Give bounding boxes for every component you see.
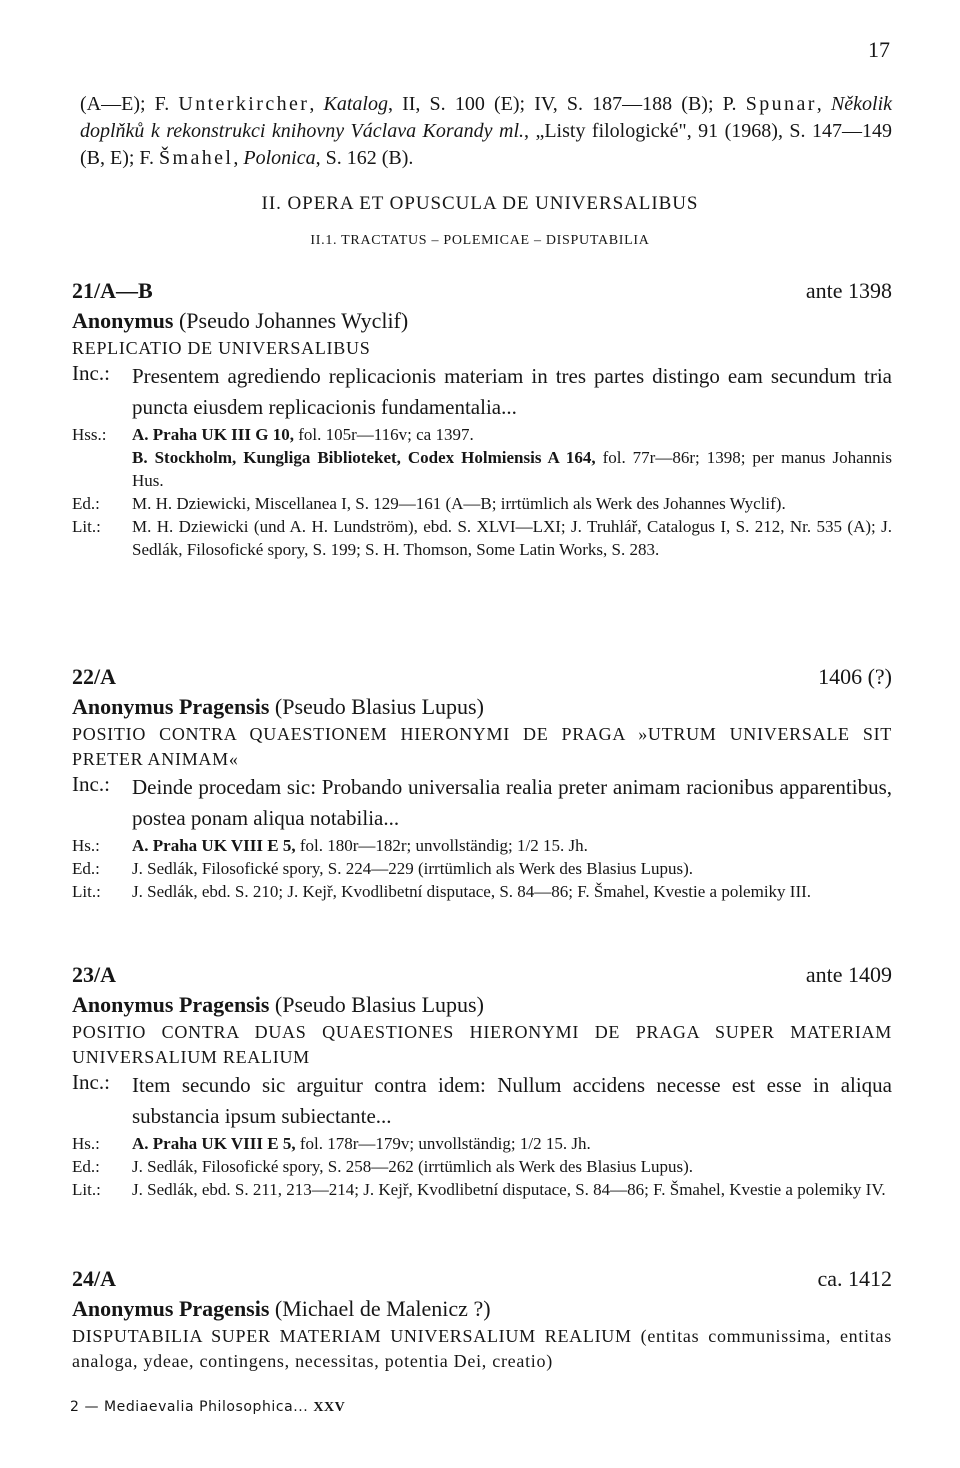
manuscript-shelfmark: A. Praha UK III G 10, <box>132 425 294 444</box>
manuscript-details: fol. 105r—116v; ca 1397. <box>293 425 474 444</box>
literature-label: Lit.: <box>72 1180 101 1199</box>
author-bold: Anonymus <box>72 308 174 333</box>
text-span: , <box>816 93 831 115</box>
label-spacer <box>72 446 132 492</box>
author-bold: Anonymus Pragensis <box>72 1296 270 1321</box>
manuscripts-text <box>132 834 892 857</box>
edition-text: M. H. Dziewicki, Miscellanea I, S. 129—161 (A—B; irrtümlich als Werk des Johannes Wyclif). <box>132 494 786 513</box>
page-number: 17 <box>868 37 890 62</box>
manuscripts-row-2 <box>72 446 892 492</box>
edition-label: Ed.: <box>72 1157 100 1176</box>
manuscripts-row <box>72 1132 892 1155</box>
text-span: , S. 162 (B). <box>315 147 414 169</box>
manuscripts-row <box>72 423 892 446</box>
entry-title: DISPUTABILIA SUPER MATERIAM UNIVERSALIUM REALIUM (entitas communissima, entitas analoga, ydeae, contingens, necessitas, potentia Dei, creatio) <box>72 1326 892 1371</box>
footer-text: 2 — Mediaevalia Philosophica... <box>70 1399 309 1415</box>
literature-label: Lit.: <box>72 882 101 901</box>
entry-23 <box>72 960 892 1201</box>
incipit-label: Inc.: <box>72 1070 110 1094</box>
author-rest: (Michael de Malenicz ?) <box>269 1296 491 1321</box>
author-name: Šmahel <box>158 147 234 169</box>
entry-24 <box>72 1264 892 1374</box>
manuscript-shelfmark: A. Praha UK VIII E 5, <box>132 1134 296 1153</box>
entry-date: ante 1398 <box>805 278 892 303</box>
page-footer <box>70 1399 345 1416</box>
literature-text: J. Sedlák, ebd. S. 210; J. Kejř, Kvodlibetní disputace, S. 84—86; F. Šmahel, Kvestie a polemiky III. <box>132 882 812 901</box>
edition-text: J. Sedlák, Filosofické spory, S. 258—262 (irrtümlich als Werk des Blasius Lupus). <box>132 1157 693 1176</box>
literature-row <box>72 515 892 561</box>
subsection-heading: II.1. TRACTATUS – POLEMICAE – DISPUTABILIA <box>310 233 650 248</box>
entry-date: 1406 (?) <box>818 664 892 689</box>
author-rest: (Pseudo Blasius Lupus) <box>269 992 484 1017</box>
incipit-row <box>72 772 892 834</box>
entry-author <box>72 692 892 722</box>
literature-label: Lit.: <box>72 517 101 536</box>
author-name: Spunar <box>745 93 817 115</box>
footer-volume: XXV <box>313 1400 346 1415</box>
edition-label: Ed.: <box>72 494 100 513</box>
manuscripts-text <box>132 446 892 492</box>
entry-title: REPLICATIO DE UNIVERSALIBUS <box>72 338 371 358</box>
manuscripts-text <box>132 423 892 446</box>
manuscript-details: fol. 178r—179v; unvollständig; 1/2 15. Jh. <box>295 1134 591 1153</box>
author-bold: Anonymus Pragensis <box>72 694 270 719</box>
incipit-label: Inc.: <box>72 361 110 385</box>
entry-header <box>72 276 892 306</box>
author-rest: (Pseudo Blasius Lupus) <box>269 694 484 719</box>
text-span: , II, S. 100 (E); IV, S. 187—188 (B); P. <box>387 93 746 115</box>
manuscripts-label: Hss.: <box>72 425 107 444</box>
edition-row <box>72 1155 892 1178</box>
entry-21 <box>72 276 892 561</box>
manuscripts-label: Hs.: <box>72 836 100 855</box>
entry-author <box>72 306 892 336</box>
entry-date: ca. 1412 <box>817 1266 892 1291</box>
text-span: (A—E); F. <box>80 93 179 115</box>
edition-row <box>72 492 892 515</box>
literature-text: M. H. Dziewicki (und A. H. Lundström), ebd. S. XLVI—LXI; J. Truhlář, Catalogus I, S. 212, Nr. 535 (A); J. Sedlák, Filosofické spory, S. 199; S. H. Thomson, Some Latin Works, S. 283. <box>132 517 892 559</box>
entry-title: POSITIO CONTRA QUAESTIONEM HIERONYMI DE PRAGA »UTRUM UNIVERSALE SIT PRETER ANIMAM« <box>72 724 892 769</box>
entry-header <box>72 1264 892 1294</box>
incipit-text: Deinde procedam sic: Probando universalia realia preter animam racionibus apparentibus, postea ponam aliqua notabilia... <box>132 775 892 830</box>
work-title: Polonica <box>243 147 316 169</box>
section-heading: II. OPERA ET OPUSCULA DE UNIVERSALIBUS <box>261 193 699 214</box>
text-span: , <box>309 93 324 115</box>
continuation-paragraph <box>80 91 892 172</box>
entry-id: 22/A <box>72 664 116 689</box>
work-title: Katalog <box>323 93 388 115</box>
text-span: , <box>233 147 244 169</box>
manuscript-shelfmark: B. Stockholm, Kungliga Biblioteket, Codex Holmiensis A 164, <box>132 448 596 467</box>
entry-date: ante 1409 <box>805 962 892 987</box>
manuscript-details: fol. 77r—86r; 1398; per manus Johannis Hus. <box>132 448 892 490</box>
literature-row <box>72 1178 892 1201</box>
edition-text: J. Sedlák, Filosofické spory, S. 224—229 (irrtümlich als Werk des Blasius Lupus). <box>132 859 693 878</box>
entry-title: POSITIO CONTRA DUAS QUAESTIONES HIERONYMI DE PRAGA SUPER MATERIAM UNIVERSALIUM REALIUM <box>72 1022 892 1067</box>
author-bold: Anonymus Pragensis <box>72 992 270 1017</box>
author-name: Unterkircher <box>178 93 310 115</box>
incipit-text: Item secundo sic arguitur contra idem: Nullum accidens necesse est esse in aliqua substancia ipsum subiectante... <box>132 1073 892 1128</box>
entry-id: 23/A <box>72 962 116 987</box>
edition-label: Ed.: <box>72 859 100 878</box>
entry-author <box>72 1294 892 1324</box>
entry-id: 24/A <box>72 1266 116 1291</box>
entry-header <box>72 662 892 692</box>
author-rest: (Pseudo Johannes Wyclif) <box>173 308 409 333</box>
manuscripts-label: Hs.: <box>72 1134 100 1153</box>
literature-row <box>72 880 892 903</box>
incipit-row <box>72 361 892 423</box>
manuscripts-text <box>132 1132 892 1155</box>
work-title: Několik doplňků k rekonstrukci knihovny Václava Korandy ml. <box>80 93 893 142</box>
incipit-text: Presentem agrediendo replicacionis materiam in tres partes distingo eam secundum tria puncta eiusdem replicacionis fundamentalia... <box>132 364 892 419</box>
manuscripts-row <box>72 834 892 857</box>
text-span: , „Listy filologické", 91 (1968), S. 147—149 (B, E); F. <box>80 120 892 169</box>
entry-header <box>72 960 892 990</box>
entry-22 <box>72 662 892 903</box>
entry-author <box>72 990 892 1020</box>
manuscript-details: fol. 180r—182r; unvollständig; 1/2 15. Jh. <box>295 836 588 855</box>
edition-row <box>72 857 892 880</box>
entry-id: 21/A—B <box>72 278 153 303</box>
manuscript-shelfmark: A. Praha UK VIII E 5, <box>132 836 296 855</box>
literature-text: J. Sedlák, ebd. S. 211, 213—214; J. Kejř, Kvodlibetní disputace, S. 84—86; F. Šmahel, Kvestie a polemiky IV. <box>132 1180 886 1199</box>
incipit-label: Inc.: <box>72 772 110 796</box>
incipit-row <box>72 1070 892 1132</box>
